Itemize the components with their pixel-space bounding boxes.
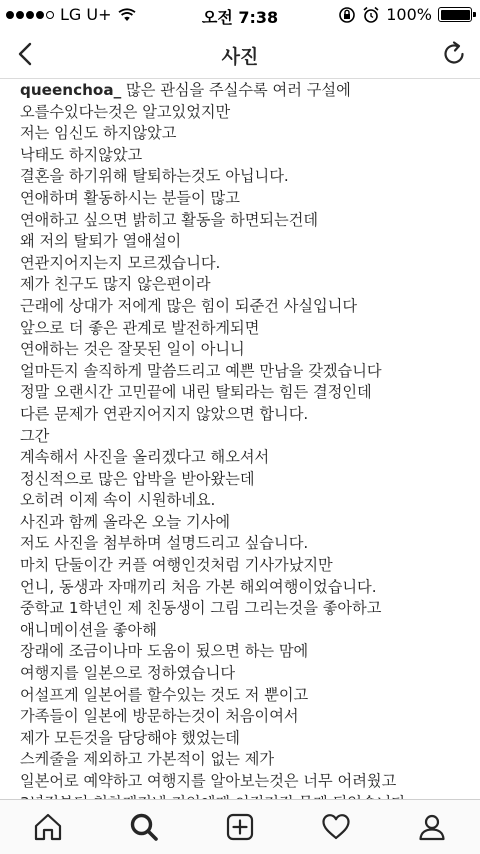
tab-search[interactable]: [120, 807, 168, 847]
caption-line: 다른 문제가 연관지어지지 않았으면 합니다.: [20, 404, 309, 423]
refresh-icon[interactable]: [440, 40, 468, 68]
caption-line: 여행지를 일본으로 정하였습니다: [20, 664, 236, 683]
caption-line: 가족들이 일본에 방문하는것이 처음이여서: [20, 707, 299, 726]
caption-line: 중학교 1학년인 제 친동생이 그림 그리는것을 좋아하고: [20, 599, 382, 618]
caption-line: 스케줄을 제외하고 가본적이 없는 제가: [20, 750, 275, 769]
caption-line: 연애하고 싶으면 밝히고 활동을 하면되는건데: [20, 210, 319, 229]
caption-line: 저도 사진을 첨부하며 설명드리고 싶습니다.: [20, 534, 309, 553]
battery-icon: [438, 7, 472, 22]
caption-lines: [20, 102, 460, 836]
post-caption: [0, 80, 480, 836]
battery-percentage: 100%: [386, 5, 432, 24]
clock: 오전 7:38: [201, 8, 279, 27]
caption-line: 낙태도 하지않았고: [20, 145, 143, 164]
heart-icon: [320, 811, 352, 843]
caption-line: 일본어로 예약하고 여행지를 알아보는것은 너무 어려웠고: [20, 772, 397, 790]
status-right: [338, 5, 472, 24]
caption-line: 저는 임신도 하지않았고: [20, 124, 177, 143]
caption-line: 오히려 이제 속이 시원하네요.: [20, 491, 216, 510]
caption-line: 언니, 동생과 자매끼리 처음 가본 해외여행이었습니다.: [20, 577, 377, 596]
caption-line: 연애하며 활동하시는 분들이 많고: [20, 188, 240, 207]
add-post-icon: [224, 811, 256, 843]
caption-line: 계속해서 사진을 올리겠다고 해오셔서: [20, 448, 270, 467]
caption-line: 장래에 조금이나마 도움이 됬으면 하는 맘에: [20, 642, 309, 661]
caption-line: 왜 저의 탈퇴가 열애설이: [20, 232, 182, 251]
caption-line: 정말 오랜시간 고민끝에 내린 탈퇴라는 힘든 결정인데: [20, 383, 372, 402]
search-icon: [128, 811, 160, 843]
page-title: 사진: [221, 46, 259, 68]
caption-line: 오를수있다는것은 알고있었지만: [20, 102, 231, 121]
caption-line: 연관지어지는지 모르겠습니다.: [20, 253, 221, 272]
username-link[interactable]: queenchoa_: [20, 81, 122, 99]
caption-line: 어설프게 일본어를 할수있는 것도 저 뿐이고: [20, 685, 309, 704]
caption-text: 많은 관심을 주실수록 여러 구설에: [126, 81, 351, 99]
caption-line: 얼마든지 솔직하게 말씀드리고 예쁜 만남을 갖겠습니다: [20, 361, 382, 380]
tab-activity[interactable]: [312, 807, 360, 847]
caption-line: 결혼을 하기위해 탈퇴하는것도 아닙니다.: [20, 167, 289, 186]
carrier-label: LG U+: [60, 5, 112, 24]
tab-bar: [0, 799, 480, 854]
caption-line: 애니메이션을 좋아해: [20, 620, 157, 639]
caption-line: 제가 친구도 많지 않은편이라: [20, 275, 211, 294]
navigation-bar: [0, 30, 480, 79]
caption-first-line: [20, 80, 460, 102]
caption-line: 정신적으로 많은 압박을 받아왔는데: [20, 469, 255, 488]
alarm-icon: [362, 6, 380, 24]
post-content[interactable]: [0, 79, 480, 810]
caption-line: 연애하는 것은 잘못된 일이 아니니: [20, 340, 245, 359]
caption-line: 그간: [20, 426, 50, 445]
tab-home[interactable]: [24, 807, 72, 847]
caption-line: 제가 모든것을 담당해야 했었는데: [20, 728, 240, 747]
home-icon: [32, 811, 64, 843]
caption-line: 근래에 상대가 저에게 많은 힘이 되준건 사실입니다: [20, 296, 358, 315]
caption-line: 사진과 함께 올라온 오늘 기사에: [20, 512, 231, 531]
caption-line: 마치 단둘이간 커플 여행인것처럼 기사가났지만: [20, 556, 333, 575]
profile-icon: [416, 811, 448, 843]
tab-add-post[interactable]: [216, 807, 264, 847]
rotation-lock-icon: [338, 6, 356, 24]
caption-line: 앞으로 더 좋은 관계로 발전하게되면: [20, 318, 260, 337]
status-bar: [0, 0, 480, 30]
tab-profile[interactable]: [408, 807, 456, 847]
